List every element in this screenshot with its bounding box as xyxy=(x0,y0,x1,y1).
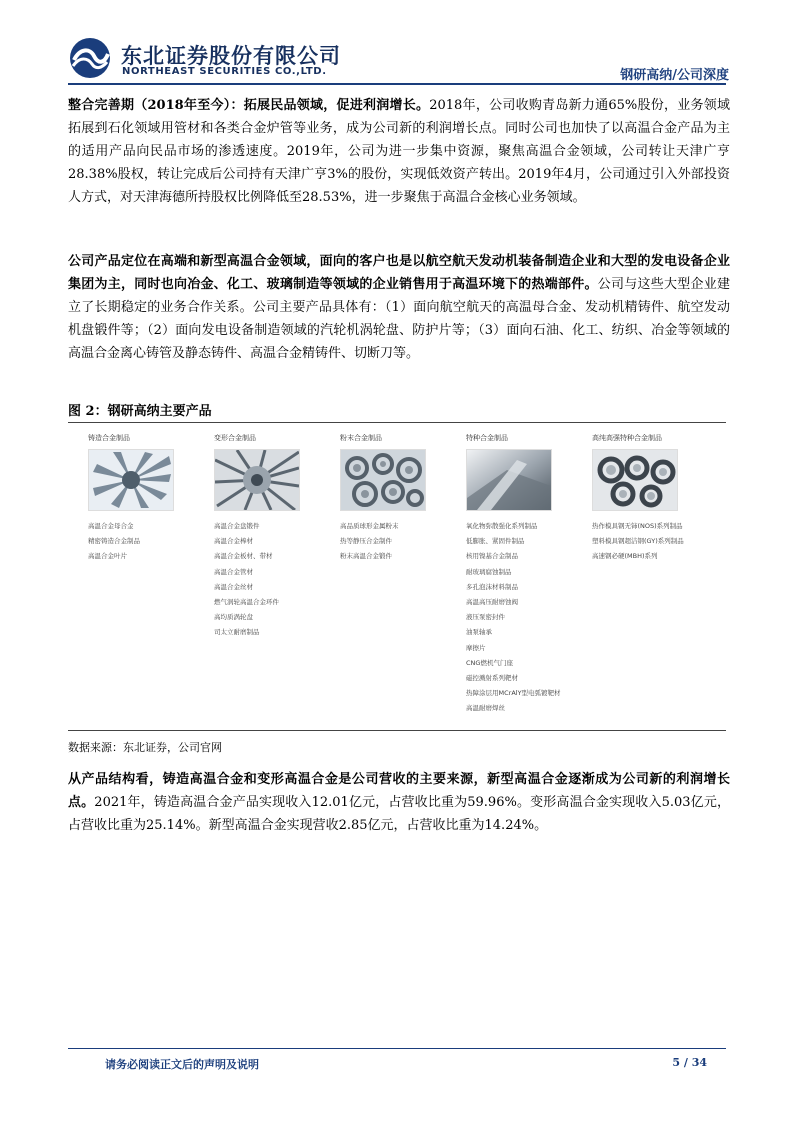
company-logo xyxy=(68,36,112,80)
page-number: 5 / 34 xyxy=(672,1056,707,1069)
paragraph-body: 2018年，公司收购青岛新力通65%股份，业务领域拓展到石化领域用管材和各类合金炉管等业务，成为公司新的利润增长点。同时公司也加快了以高温合金产品为主的适用产品向民品市场的渗透速度。2019年，公司为进一步集中资源，聚焦高温合金领域，公司转让天津广亨28.38%股权，转让完成后公司持有天津广亨3%的股份，实现低效资产转出。2019年4月，公司通过引入外部投资人方式，对天津海德所持股权比例降低至28.53%，进一步聚焦于高温合金核心业务领域。 xyxy=(68,98,730,205)
product-item: 磁控溅射系列靶材 xyxy=(466,674,518,683)
product-item: 热障涂层用MCrAlY型电弧镀靶材 xyxy=(466,689,561,698)
turbine-disk-image xyxy=(214,449,300,511)
paragraph-body: 2021年，铸造高温合金产品实现收入12.01亿元，占营收比重为59.96%。变形高温合金实现收入5.03亿元，占营收比重为25.14%。新型高温合金实现营收2.85亿元，占营收比重为14.24%。 xyxy=(68,795,730,833)
product-item: 核用镍基合金制品 xyxy=(466,552,518,561)
category-title: 特种合金制品 xyxy=(466,434,508,442)
product-item: 司太立耐磨制品 xyxy=(214,628,260,637)
category-items xyxy=(88,519,210,565)
figure-title: 图 2：钢研高纳主要产品 xyxy=(68,404,212,419)
category-wrought-alloy xyxy=(214,433,336,641)
product-item: 油泵轴承 xyxy=(466,628,492,637)
figure-top-rule xyxy=(68,422,726,423)
product-item: 高均质涡轮盘 xyxy=(214,613,253,622)
product-item: 液压泵密封件 xyxy=(466,613,505,622)
product-item: CNG燃机气门座 xyxy=(466,658,513,667)
category-title: 变形合金制品 xyxy=(214,434,256,442)
footer-divider xyxy=(68,1048,726,1049)
product-item: 燃气涡轮高温合金环件 xyxy=(214,598,279,607)
paragraph-lead: 公司产品定位在高端和新型高温合金领域，面向的客户也是以航空航天发动机装备制造企业和大型的发电设备企业集团为主，同时也向冶金、化工、玻璃制造等领域的企业销售用于高温环境下的热端部件。 xyxy=(68,254,730,292)
paragraph-body: 公司与这些大型企业建立了长期稳定的业务合作关系。公司主要产品具体有：（1）面向航空航天的高温母合金、发动机精铸件、航空发动机盘锻件等；（2）面向发电设备制造领域的汽轮机涡轮盘、防护片等；（3）面向石油、化工、纺织、冶金等领域的高温合金离心铸管及静态铸件、高温合金精铸件、切断刀等。 xyxy=(68,277,730,361)
product-item: 高温高压耐磨蚀阀 xyxy=(466,598,518,607)
product-item: 高温合金丝材 xyxy=(214,582,253,591)
header-divider xyxy=(68,83,726,85)
product-item: 精密铸造合金制品 xyxy=(88,537,140,546)
paragraph-product-positioning xyxy=(68,250,730,365)
category-items xyxy=(214,519,336,641)
product-item: 高温合金叶片 xyxy=(88,552,127,561)
category-title: 铸造合金制品 xyxy=(88,434,130,442)
product-item: 高温合金板材、带材 xyxy=(214,552,273,561)
product-item: 摩擦片 xyxy=(466,643,486,652)
category-items xyxy=(340,519,462,565)
product-item: 氧化物弥散强化系列制品 xyxy=(466,522,538,530)
paragraph-lead: 整合完善期（2018年至今）：拓展民品领域，促进利润增长。 xyxy=(68,98,430,113)
category-items xyxy=(592,519,714,565)
figure-bottom-rule xyxy=(68,730,726,731)
product-item: 高温合金棒材 xyxy=(214,537,253,546)
product-item: 热作模具钢无铈(NOS)系列制品 xyxy=(592,522,683,530)
product-item: 耐玻璃腐蚀制品 xyxy=(466,567,512,576)
product-item: 热等静压合金制件 xyxy=(340,537,392,546)
category-special-alloy xyxy=(466,433,588,717)
category-high-purity-alloy xyxy=(592,433,714,565)
paragraph-product-structure xyxy=(68,768,730,837)
paragraph-integration-period xyxy=(68,94,730,209)
footer-disclaimer: 请务必阅读正文后的声明及说明 xyxy=(105,1058,259,1071)
product-item: 粉末高温合金锻件 xyxy=(340,552,392,561)
product-item: 高温耐磨焊丝 xyxy=(466,704,505,713)
figure-source: 数据来源：东北证券，公司官网 xyxy=(68,741,222,754)
product-item: 高速钢必硬(MBH)系列 xyxy=(592,552,658,561)
category-items xyxy=(466,519,588,717)
powder-parts-image xyxy=(340,449,426,511)
product-item: 高温合金管材 xyxy=(214,567,253,576)
special-alloy-image xyxy=(466,449,552,511)
category-title: 粉末合金制品 xyxy=(340,434,382,442)
product-item: 塑料模具钢超洁钢(GY)系列制品 xyxy=(592,537,684,546)
company-name-en: NORTHEAST SECURITIES CO.,LTD. xyxy=(122,66,327,77)
category-cast-alloy xyxy=(88,433,210,565)
category-title: 高纯高强特种合金制品 xyxy=(592,434,662,442)
paragraph-lead: 从产品结构看，铸造高温合金和变形高温合金是公司营收的主要来源，新型高温合金逐渐成为公司新的利润增长点。 xyxy=(68,772,730,810)
company-name-cn: 东北证券股份有限公司 xyxy=(121,44,341,68)
report-tag: 钢研高纳/公司深度 xyxy=(620,68,729,83)
product-item: 高温合金母合金 xyxy=(88,522,134,530)
product-item: 高品质球形金属粉末 xyxy=(340,522,399,530)
turbine-blade-image xyxy=(88,449,174,511)
product-item: 高温合金盘锻件 xyxy=(214,522,260,530)
bearings-image xyxy=(592,449,678,511)
category-powder-alloy xyxy=(340,433,462,565)
product-item: 多孔泡沫材料制品 xyxy=(466,582,518,591)
product-item: 低膨胀、紧固件制品 xyxy=(466,537,525,546)
